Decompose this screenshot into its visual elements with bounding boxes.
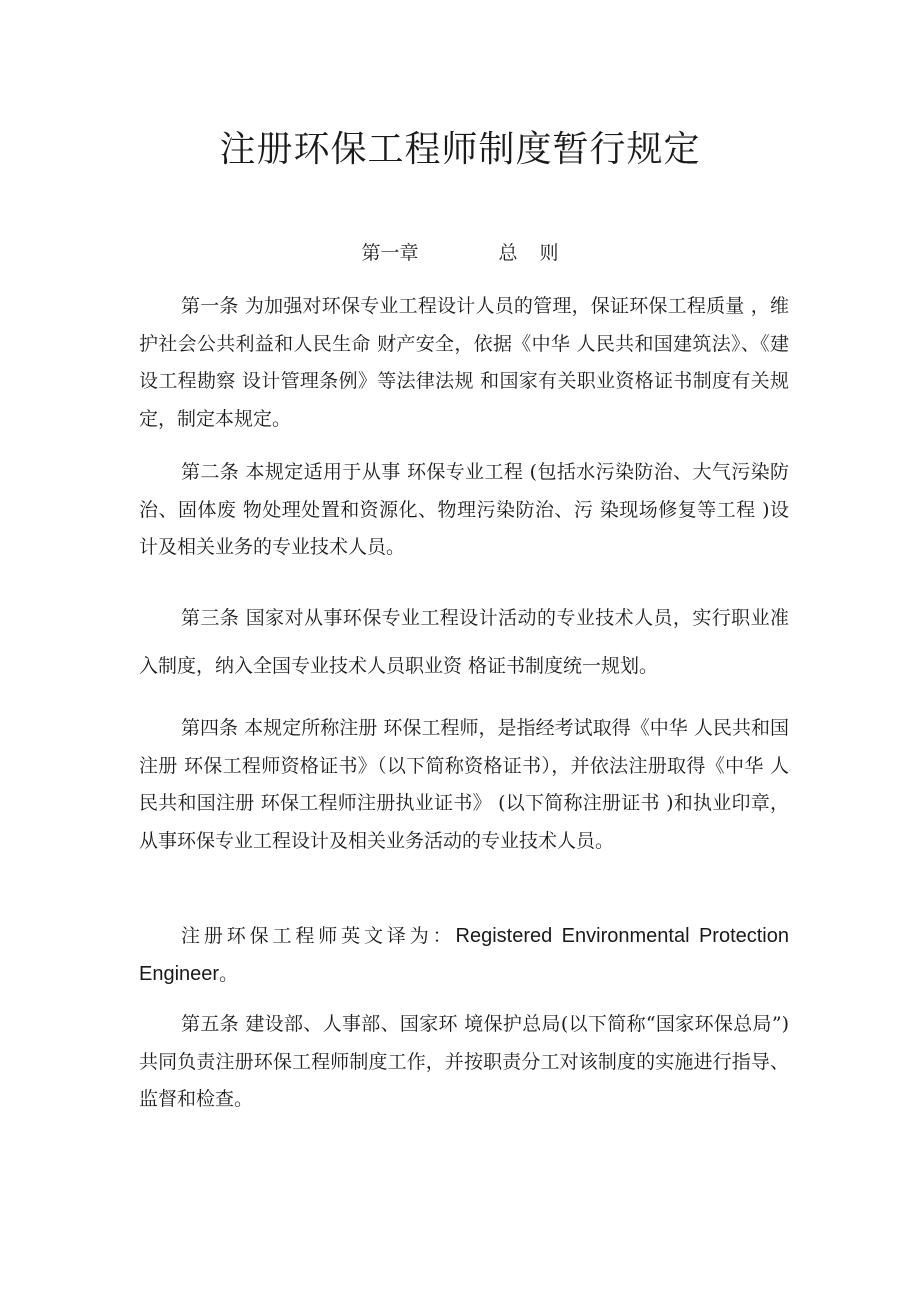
chapter-label: 第一章	[361, 242, 419, 264]
english-name-prefix: 注册环保工程师英文译为：	[181, 925, 456, 947]
english-name-text: Registered Environmental Protection Engineer	[139, 925, 789, 985]
article-1-paragraph: 第一条 为加强对环保专业工程设计人员的管理，保证环保工程质量 ，维护社会公共利益和人民生命 财产安全，依据《中华 人民共和国建筑法》、《建设工程勘察 设计管理条例》等法律法规 和国家有关职业资格证书制度有关规定，制定本规定。	[139, 295, 789, 430]
article-4-paragraph: 第四条 本规定所称注册 环保工程师，是指经考试取得《中华 人民共和国注册 环保工程师资格证书》（以下简称资格证书），并依法注册取得《中华 人民共和国注册 环保工程师注册执业证书》 (以下简称注册证书 )和执业印章，从事环保专业工程设计及相关业务活动的专业技术人员。	[139, 717, 789, 852]
chapter-name-part1: 总	[498, 242, 518, 264]
document-title: 注册环保工程师制度暂行规定	[219, 129, 701, 170]
english-name-paragraph	[139, 918, 789, 993]
article-3-paragraph: 第三条 国家对从事环保专业工程设计活动的专业技术人员，实行职业准入制度，纳入全国专业技术人员职业资 格证书制度统一规划。	[139, 607, 789, 677]
article-2-paragraph: 第二条 本规定适用于从事 环保专业工程 (包括水污染防治、大气污染防治、固体废 物处理处置和资源化、物理污染防治、污 染现场修复等工程 )设计及相关业务的专业技术人员。	[139, 461, 789, 558]
english-name-suffix: 。	[219, 962, 239, 985]
article-5-paragraph: 第五条 建设部、人事部、国家环 境保护总局(以下简称“国家环保总局”)共同负责注册环保工程师制度工作，并按职责分工对该制度的实施进行指导、监督和检查。	[139, 1013, 789, 1110]
chapter-name-part2: 则	[539, 242, 559, 264]
chapter-heading	[0, 238, 920, 268]
